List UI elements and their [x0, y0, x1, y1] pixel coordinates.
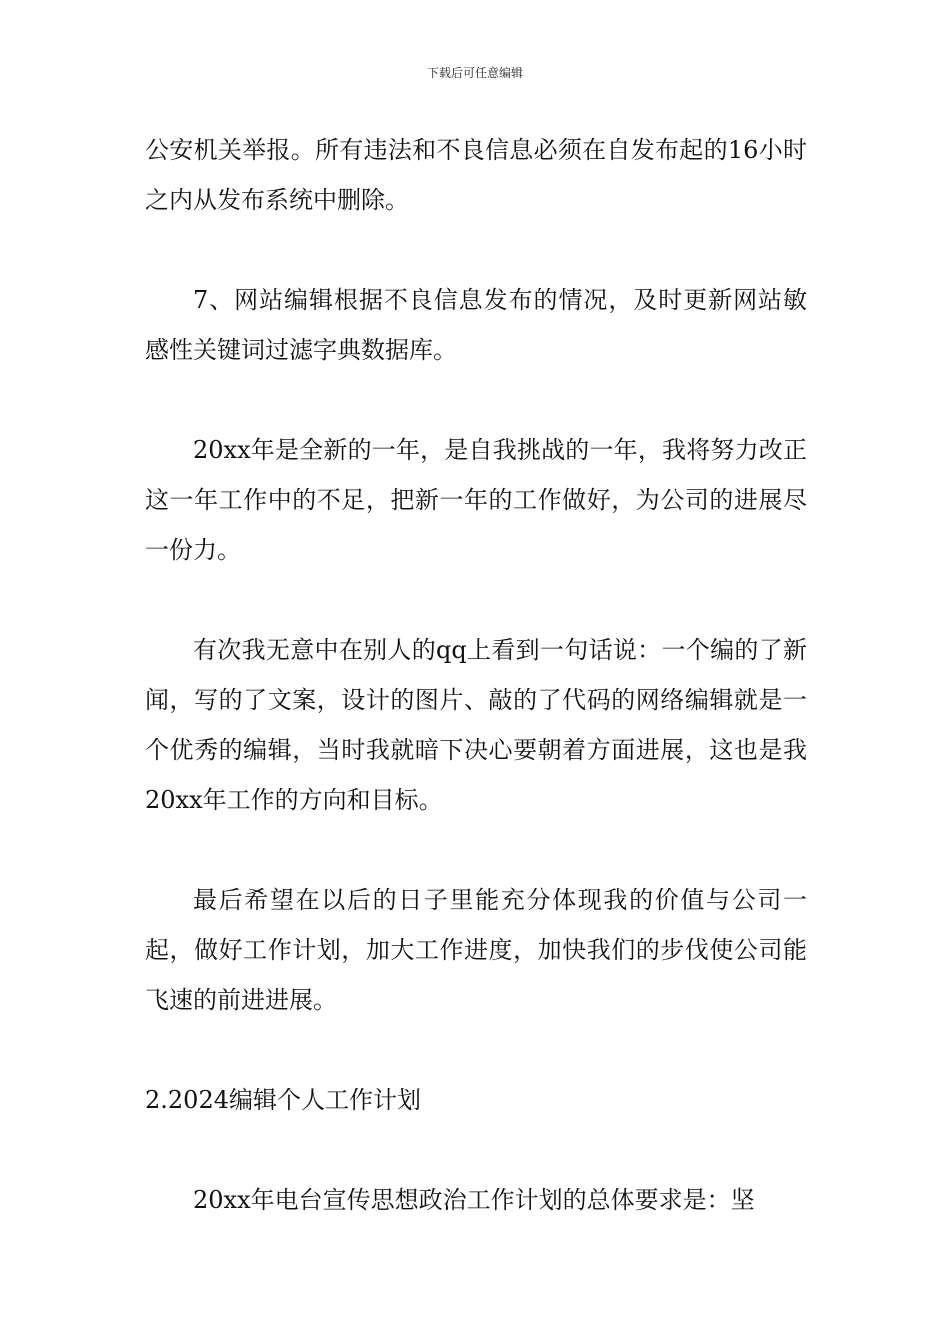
paragraph-gap	[145, 825, 807, 875]
paragraph-5: 最后希望在以后的日子里能充分体现我的价值与公司一起，做好工作计划，加大工作进度，加快我们的步伐使公司能飞速的前进进展。	[145, 886, 807, 1014]
paragraph-gap	[145, 1125, 807, 1175]
paragraph-6: 20xx年电台宣传思想政治工作计划的总体要求是：坚	[193, 1186, 755, 1214]
paragraph-gap	[145, 375, 807, 425]
paragraph-gap	[145, 225, 807, 275]
paragraph-gap	[145, 1025, 807, 1075]
paragraph-4: 有次我无意中在别人的qq上看到一句话说：一个编的了新闻，写的了文案，设计的图片、敲的了代码的网络编辑就是一个优秀的编辑，当时我就暗下决心要朝着方面进展，这也是我20xx年工作的方向和目标。	[145, 636, 807, 814]
document-body	[145, 125, 807, 1225]
paragraph-1: 公安机关举报。所有违法和不良信息必须在自发布起的16小时之内从发布系统中删除。	[145, 136, 807, 214]
paragraph-3: 20xx年是全新的一年，是自我挑战的一年，我将努力改正这一年工作中的不足，把新一年的工作做好，为公司的进展尽一份力。	[145, 436, 807, 564]
paragraph-gap	[145, 575, 807, 625]
section-heading: 2.2024编辑个人工作计划	[145, 1086, 421, 1114]
paragraph-2: 7、网站编辑根据不良信息发布的情况，及时更新网站敏感性关键词过滤字典数据库。	[145, 286, 807, 364]
page-header: 下载后可任意编辑	[426, 66, 523, 80]
